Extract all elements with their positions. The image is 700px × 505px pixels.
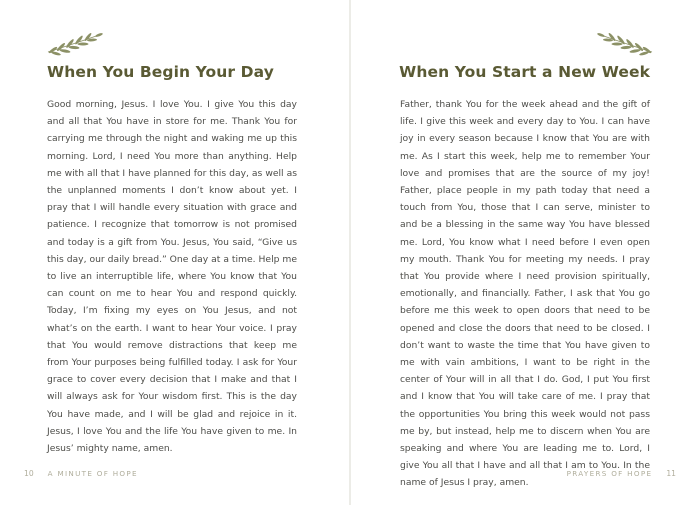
running-head: PRAYERS OF HOPE	[566, 469, 653, 478]
page-footer	[24, 469, 138, 478]
page-title: When You Begin Your Day	[47, 63, 274, 81]
prayer-text: Father, thank You for the week ahead and the gift of life. I give this week and every day to You. I can have joy in every season because I know that You are with me. As I start this week, help me to remember Your love and promises that are the source of my joy! Father, place people in my path today that need a touch from You, those that I can serve, minister to and be a blessing in the same way You have blessed me. Lord, You know what I need before I even open my mouth. Thank You for meeting my needs. I pray that You provide where I need provision spiritually, emotionally, and financially. Father, I ask that You go before me this week to open doors that need to be opened and close the doors that need to be closed. I don’t want to waste the time that You have given to me with vain ambitions, I want to be right in the center of Your will in all that I do. God, I put You first and I know that You will take care of me. I pray that the opportunities You bring this week would not pass me by, but instead, help me to discern when You are speaking and where You are leading me to. Lord, I give You all that I have and all that I am to You. In the name of Jesus I pray, amen.	[400, 99, 650, 489]
olive-sprig-icon	[596, 30, 656, 58]
running-head: A MINUTE OF HOPE	[47, 469, 138, 478]
page-title: When You Start a New Week	[399, 63, 650, 81]
right-page	[350, 0, 700, 505]
prayer-text: Good morning, Jesus. I love You. I give You this day and all that You have in store for me. Thank You for carrying me through the night and waking me up this morning. Lord, I need You more than anything. Help me with all that I have planned for this day, as well as the unplanned moments I don’t know about yet. I pray that I will handle every situation with grace and patience. I recognize that tomorrow is not promised and today is a gift from You. Jesus, You said, “Give us this day, our daily bread.” One day at a time. Help me to live an interruptible life, where You know that You can count on me to hear You and respond quickly. Today, I’m fixing my eyes on You Jesus, and not what’s on the earth. I want to hear Your voice. I pray that You would remove distractions that keep me from Your purposes being fulfilled today. I ask for Your grace to cover every decision that I make and that I will always ask for Your wisdom first. This is the day You have made, and I will be glad and rejoice in it. Jesus, I love You and the life You have given to me. In Jesus’ mighty name, amen.	[47, 99, 297, 455]
page-number: 11	[666, 469, 676, 478]
olive-sprig-icon	[44, 30, 104, 58]
page-footer	[567, 469, 676, 478]
page-number: 10	[24, 469, 34, 478]
